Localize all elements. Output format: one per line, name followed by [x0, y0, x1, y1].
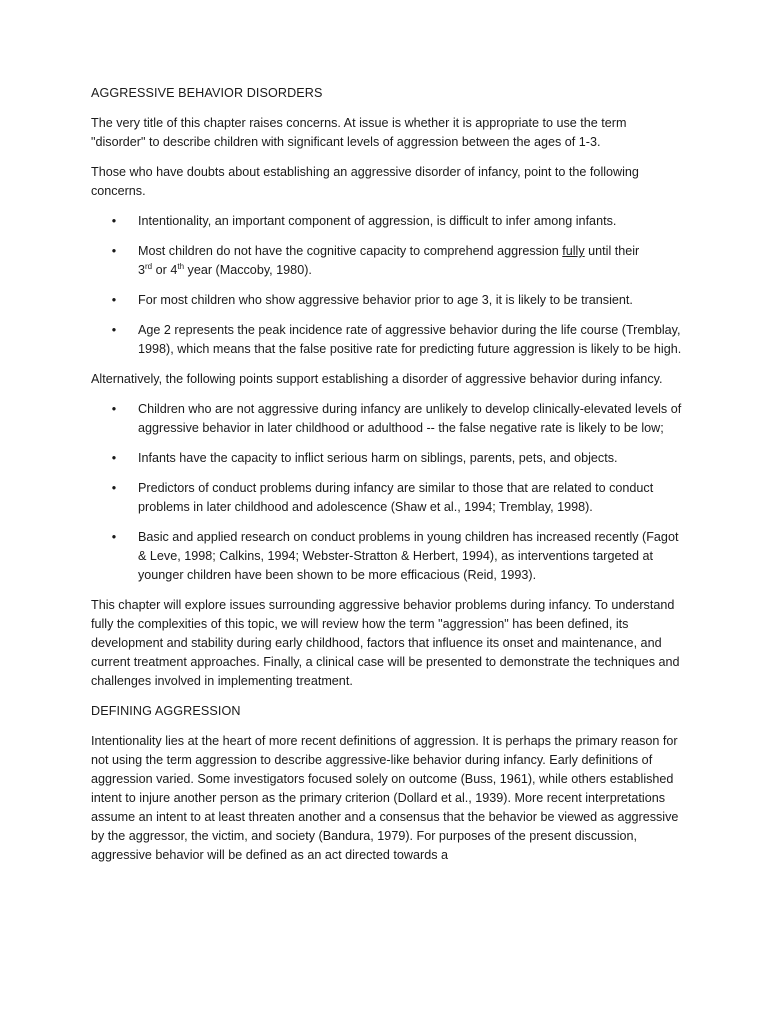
list-item-text: Predictors of conduct problems during infancy are similar to those that are related to conduct problems in later childhood and adolescence (Shaw et al., 1994; Tremblay, 1998). [138, 481, 654, 514]
intro-paragraph: The very title of this chapter raises concerns. At issue is whether it is appropriate to use the term "disorder" to describe children with significant levels of aggression between the ages of 1-3. [91, 116, 627, 149]
doubts-list [91, 212, 683, 359]
list-item-text [138, 244, 639, 277]
section-heading: DEFINING AGGRESSION [91, 704, 241, 718]
defining-paragraph: Intentionality lies at the heart of more recent definitions of aggression. It is perhaps the primary reason for not using the term aggression to describe aggressive-like behavior during infancy. Early definitions of aggression varied. Some investigators focused solely on outcome (Buss, 1961), while others established intent to injure another person as the primary criterion (Dollard et al., 1939). More recent interpretations assume an intent to at least threaten another and a consensus that the behavior be viewed as aggressive by the aggressor, the victim, and society (Bandura, 1979). For purposes of the present discussion, aggressive behavior will be defined as an act directed towards a [91, 734, 679, 862]
support-paragraph: Alternatively, the following points support establishing a disorder of aggressive behavior during infancy. [91, 372, 663, 386]
list-item [91, 242, 683, 280]
list-item [91, 528, 683, 585]
bullet-icon: • [111, 402, 117, 416]
doubts-paragraph: Those who have doubts about establishing an aggressive disorder of infancy, point to the following concerns. [91, 165, 639, 198]
list-item-text: Intentionality, an important component of aggression, is difficult to infer among infants. [138, 214, 617, 228]
list-item [91, 400, 683, 438]
list-item-text: Age 2 represents the peak incidence rate of aggressive behavior during the life course (Tremblay, 1998), which means that the false positive rate for predicting future aggression is likely to be high. [138, 323, 682, 356]
document-title: AGGRESSIVE BEHAVIOR DISORDERS [91, 86, 323, 100]
support-list [91, 400, 683, 585]
text-run: or [152, 263, 171, 277]
bullet-icon: • [111, 214, 117, 228]
ordinal-suffix: rd [145, 261, 153, 271]
list-item [91, 479, 683, 517]
underlined-word: fully [562, 244, 585, 258]
ordinal-suffix: th [177, 261, 185, 271]
document-body [91, 84, 683, 876]
bullet-icon: • [111, 481, 117, 495]
bullet-icon: • [111, 530, 117, 544]
ordinal-number: 4 [170, 263, 178, 277]
list-item-text: For most children who show aggressive behavior prior to age 3, it is likely to be transient. [138, 293, 633, 307]
bullet-icon: • [111, 244, 117, 258]
list-item [91, 212, 683, 231]
list-item [91, 291, 683, 310]
bullet-icon: • [111, 451, 117, 465]
text-run: Most children do not have the cognitive capacity to comprehend aggression [138, 244, 563, 258]
list-item-text: Basic and applied research on conduct problems in young children has increased recently (Fagot & Leve, 1998; Calkins, 1994; Webster-Stratton & Herbert, 1994), as interventions targeted at younger children have been shown to be more efficacious (Reid, 1993). [138, 530, 679, 582]
text-run: year (Maccoby, 1980). [184, 263, 312, 277]
list-item [91, 449, 683, 468]
ordinal-number: 3 [138, 263, 146, 277]
bullet-icon: • [111, 323, 117, 337]
list-item-text: Infants have the capacity to inflict serious harm on siblings, parents, pets, and objects. [138, 451, 618, 465]
text-run: until their [584, 244, 640, 258]
bullet-icon: • [111, 293, 117, 307]
list-item-text: Children who are not aggressive during infancy are unlikely to develop clinically-elevated levels of aggressive behavior in later childhood or adulthood -- the false negative rate is likely to be low; [138, 402, 682, 435]
overview-paragraph: This chapter will explore issues surrounding aggressive behavior problems during infancy. To understand fully the complexities of this topic, we will review how the term "aggression" has been defined, its development and stability during early childhood, factors that influence its onset and maintenance, and current treatment approaches. Finally, a clinical case will be presented to demonstrate the techniques and challenges involved in implementing treatment. [91, 598, 680, 688]
list-item [91, 321, 683, 359]
